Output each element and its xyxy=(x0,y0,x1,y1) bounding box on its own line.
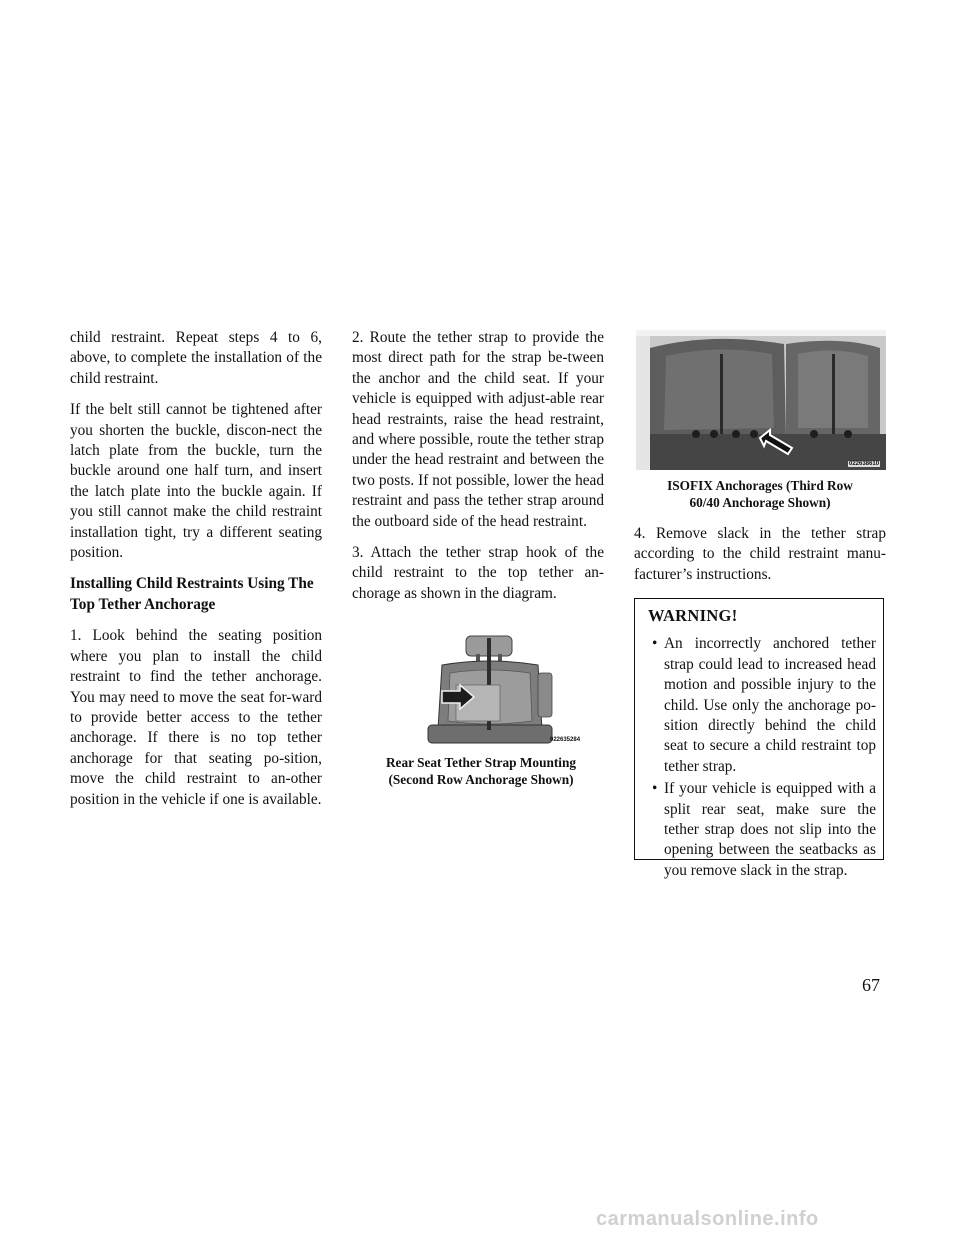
step-1: 1. Look behind the seating position where you plan to install the child restraint to find the tether anchorage. You may need to move the seat for-ward to provide better access to the tether anchorage. If there is no top tether anchorage for that seating po-sition, move the child restraint to an-other position in the vehicle if one is available. xyxy=(70,627,322,808)
watermark: carmanualsonline.info xyxy=(596,1208,819,1230)
caption-line: Rear Seat Tether Strap Mounting xyxy=(385,755,577,770)
step-3: 3. Attach the tether strap hook of the child restraint to the top tether an-chorage as shown in the diagram. xyxy=(352,544,604,602)
caption-line: (Second Row Anchorage Shown) xyxy=(388,772,574,787)
warning-item: • An incorrectly anchored tether strap could lead to increased head motion and possible injury to the child. Use only the anchorage po-sition directly behind the child seat to secure a child restraint top tether strap. xyxy=(648,634,876,777)
seat-illustration xyxy=(414,633,580,749)
rear-seat-tether-figure xyxy=(414,633,580,749)
step-4: 4. Remove slack in the tether strap according to the child restraint manu-facturer’s instructions. xyxy=(634,525,886,583)
column-left xyxy=(70,328,322,821)
figure-caption-seat xyxy=(352,754,610,788)
figure-code: 022635284 xyxy=(550,737,580,743)
caption-line: 60/40 Anchorage Shown) xyxy=(689,495,831,510)
isofix-photo xyxy=(636,330,886,470)
warning-list xyxy=(648,634,876,881)
warning-title: WARNING! xyxy=(648,606,738,625)
page-number: 67 xyxy=(862,975,880,995)
section-heading: Installing Child Restraints Using The Top Tether Anchorage xyxy=(70,575,314,613)
warning-item: • If your vehicle is equipped with a split rear seat, make sure the tether strap does not slip into the opening between the seatbacks as you remove slack in the strap. xyxy=(648,779,876,881)
caption-line: ISOFIX Anchorages (Third Row xyxy=(667,478,853,493)
isofix-anchorages-figure xyxy=(636,330,886,470)
paragraph-tighten-belt: If the belt still cannot be tightened after you shorten the buckle, discon-nect the latch plate from the buckle, turn the buckle around one half turn, and insert the latch plate into the buckle again. If you still cannot make the child restraint installation tight, try a different seating position. xyxy=(70,401,322,562)
paragraph-continuation: child restraint. Repeat steps 4 to 6, above, to complete the installation of the child restraint. xyxy=(70,329,322,387)
column-middle xyxy=(352,328,604,615)
figure-caption-isofix xyxy=(634,477,886,511)
step-2: 2. Route the tether strap to provide the most direct path for the strap be-tween the anchor and the child seat. If your vehicle is equipped with adjust-able rear head restraints, raise the head restraint, and where possible, route the tether strap under the head restraint and between the two posts. If not possible, lower the head restraint and pass the tether strap around the outboard side of the head restraint. xyxy=(352,329,604,530)
figure-code: 022638610 xyxy=(849,461,880,467)
warning-box xyxy=(634,598,884,879)
